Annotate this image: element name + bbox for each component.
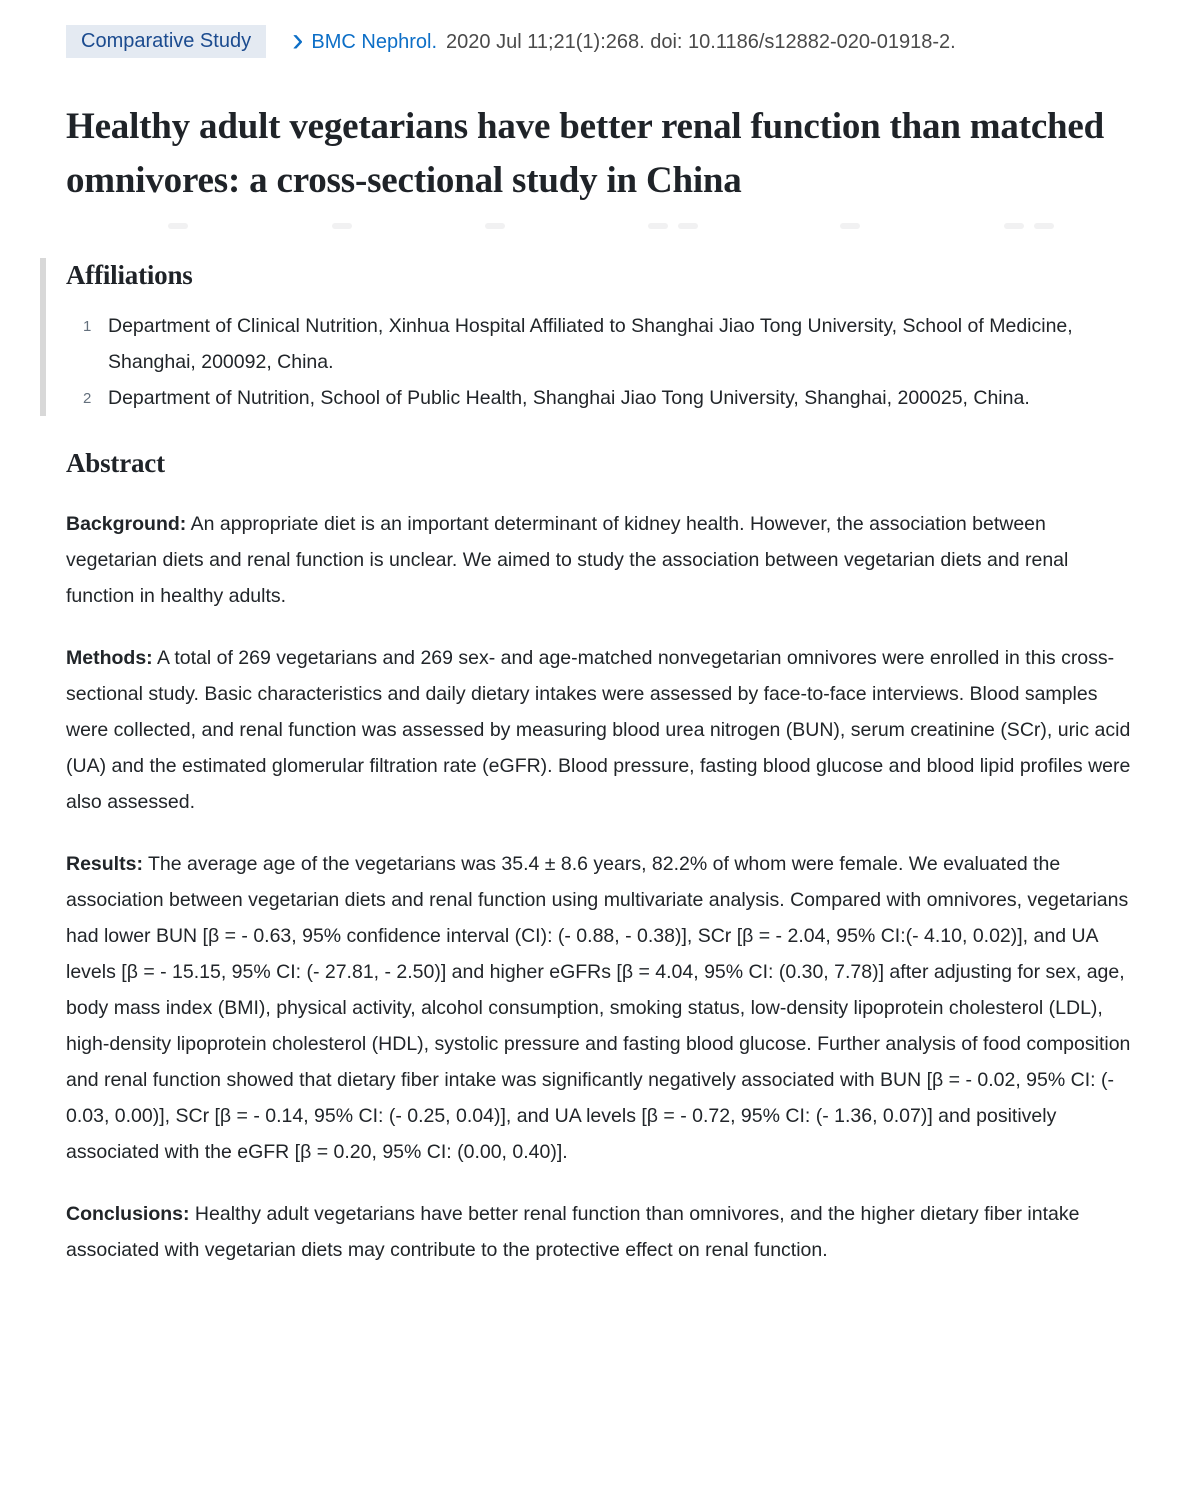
redacted-author-mark (840, 223, 860, 229)
redacted-author-mark (332, 223, 352, 229)
abstract-paragraph-methods (66, 640, 1134, 820)
paragraph-text: An appropriate diet is an important determinant of kidney health. However, the association between vegetarian diets and renal function is unclear. We aimed to study the association between vegetarian diets and renal function in healthy adults. (66, 513, 1069, 607)
paragraph-label: Background: (66, 513, 187, 535)
paragraph-text: The average age of the vegetarians was 35.4 ± 8.6 years, 82.2% of whom were female. We evaluated the association between vegetarian diets and renal function using multivariate analysis. Compared with omnivores, vegetarians had lower BUN [β = - 0.63, 95% confidence interval (CI): (- 0.88, - 0.38)], SCr [β = - 2.04, 95% CI:(- 4.10, 0.02)], and UA levels [β = - 15.15, 95% CI: (- 27.81, - 2.50)] and higher eGFRs [β = 4.04, 95% CI: (0.30, 7.78)] after adjusting for sex, age, body mass index (BMI), physical activity, alcohol consumption, smoking status, low-density lipoprotein cholesterol (LDL), high-density lipoprotein cholesterol (HDL), systolic pressure and fasting blood glucose. Further analysis of food composition and renal function showed that dietary fiber intake was significantly negatively associated with BUN [β = - 0.02, 95% CI: (- 0.03, 0.00)], SCr [β = - 0.14, 95% CI: (- 0.25, 0.04)], and UA levels [β = - 0.72, 95% CI: (- 1.36, 0.07)] and positively associated with the eGFR [β = 0.20, 95% CI: (0.00, 0.40)]. (66, 853, 1131, 1163)
article-title: Healthy adult vegetarians have better renal function than matched omnivores: a cross-sectional study in China (66, 106, 1105, 201)
affiliation-text: Department of Clinical Nutrition, Xinhua Hospital Affiliated to Shanghai Jiao Tong University, School of Medicine, Shanghai, 200092, China. (108, 315, 1073, 373)
paragraph-label: Conclusions: (66, 1203, 190, 1225)
redacted-author-mark (648, 223, 668, 229)
citation-text: 2020 Jul 11;21(1):268. doi: 10.1186/s12882-020-01918-2. (446, 30, 956, 53)
paragraph-text: A total of 269 vegetarians and 269 sex- and age-matched nonvegetarian omnivores were enrolled in this cross-sectional study. Basic characteristics and daily dietary intakes were assessed by face-to-face interviews. Blood samples were collected, and renal function was assessed by measuring blood urea nitrogen (BUN), serum creatinine (SCr), uric acid (UA) and the estimated glomerular filtration rate (eGFR). Blood pressure, fasting blood glucose and blood lipid profiles were also assessed. (66, 647, 1131, 813)
abstract-paragraph-conclusions (66, 1196, 1134, 1268)
paragraph-label: Results: (66, 853, 143, 875)
redacted-author-mark (1004, 223, 1024, 229)
paragraph-label: Methods: (66, 647, 153, 669)
affiliation-number: 2 (83, 390, 92, 407)
redacted-author-mark (485, 223, 505, 229)
journal-link[interactable]: BMC Nephrol. (311, 30, 438, 53)
redacted-author-mark (168, 223, 188, 229)
affiliation-item (66, 380, 1096, 416)
affiliations-section (40, 258, 1134, 416)
chevron-right-icon: › (292, 20, 304, 59)
redacted-authors-row (66, 218, 1134, 234)
abstract-section (66, 446, 1134, 1268)
redacted-author-mark (1034, 223, 1054, 229)
affiliations-heading: Affiliations (66, 260, 193, 290)
paragraph-text: Healthy adult vegetarians have better renal function than omnivores, and the higher dietary fiber intake associated with vegetarian diets may contribute to the protective effect on renal function. (66, 1203, 1080, 1261)
affiliation-item (66, 308, 1096, 380)
abstract-paragraph-background (66, 506, 1134, 614)
citation-header (66, 20, 1134, 59)
affiliation-text: Department of Nutrition, School of Public Health, Shanghai Jiao Tong University, Shanghai, 200025, China. (108, 387, 1030, 409)
affiliations-list (66, 308, 1134, 416)
publication-type-badge: Comparative Study (66, 25, 266, 58)
abstract-paragraph-results (66, 846, 1134, 1170)
affiliation-number: 1 (83, 318, 92, 335)
abstract-heading: Abstract (66, 448, 165, 478)
redacted-author-mark (678, 223, 698, 229)
